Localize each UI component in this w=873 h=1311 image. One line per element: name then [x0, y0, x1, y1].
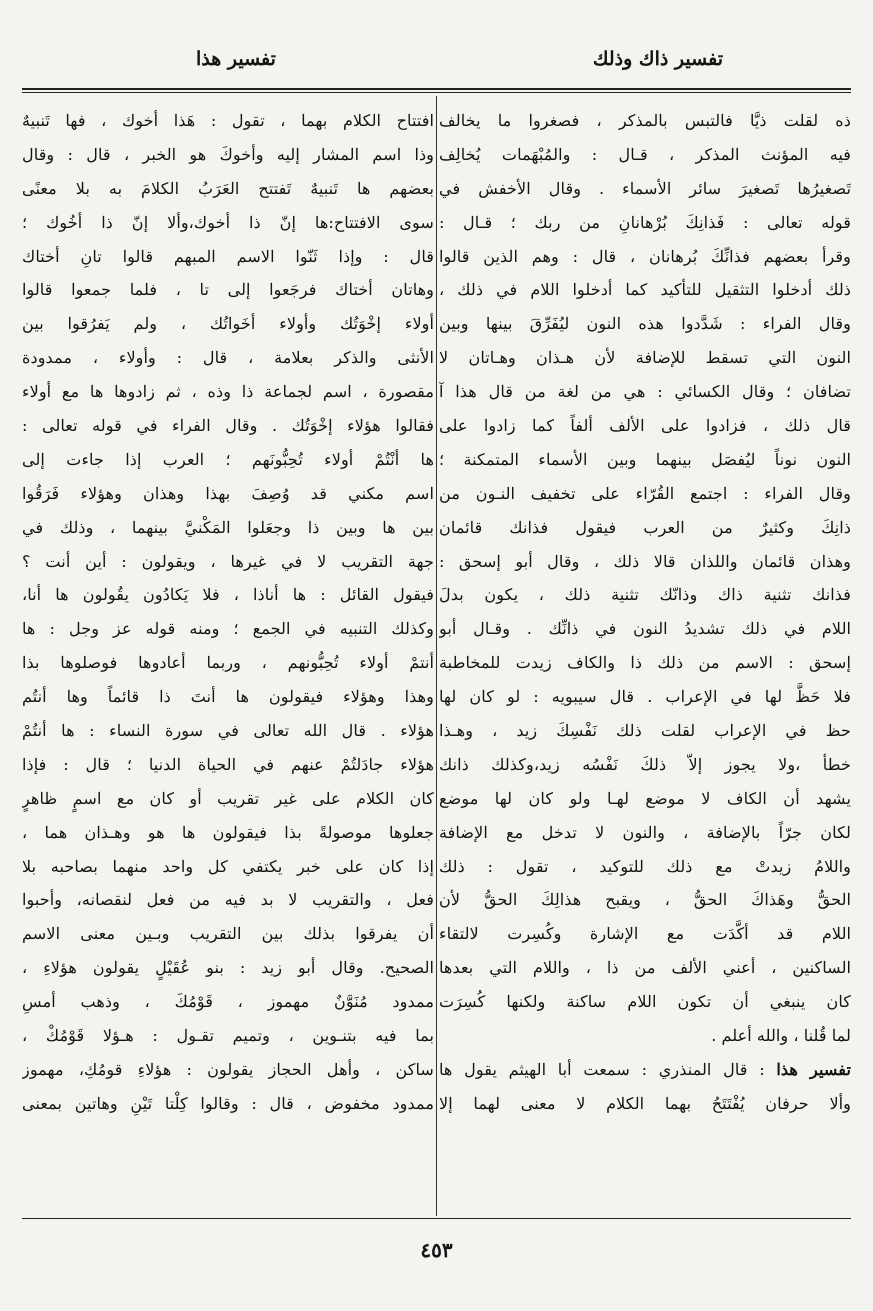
text-line: قال ذلك ، فزادوا على الألف ألفاً كما زادوا على	[439, 416, 851, 436]
header-rule-thin	[22, 92, 851, 93]
running-header-left: تفسير هذا	[196, 48, 276, 70]
text-line: وهذا وهؤلاء فيقولون ها أنتَ ذا قائماً وها أنتُم	[22, 687, 434, 707]
text-line: مقصورة ، اسم لجماعة ذا وذه ، ثم زادوها ها مع أولاء	[22, 382, 434, 402]
column-divider	[436, 96, 437, 1216]
text-line: ممدود مُنَوَّنٌ مهموز ، قَوْمُكَ ، وذهب أمسِ	[22, 992, 434, 1012]
text-line: جعلوها موصولةً بذا فيقولون ها هو وهـذان هما ،	[22, 822, 434, 842]
text-line: فيقول القائل : ها أناذا ، فلا يَكادُون يقُولون ها أنا،	[22, 585, 434, 605]
text-line: وذا اسم المشار إليه وأخوكَ هو الخبر ، قال : وقال	[22, 144, 434, 164]
text-line: النون التي تسقط للإضافة لأن هـذان وهـاتان لا	[439, 348, 851, 368]
text-line: ذلك أدخلوا التثقيل للتأكيد كما أدخلوا اللام في ذلك ،	[439, 280, 851, 300]
text-line: الحقُّ وهَذاكَ الحقُّ ، ويقبح هذالِكَ الحقُّ لأن	[439, 890, 851, 910]
text-line: يشهد أن الكاف لا موضع لهـا ولو كان لها موضع	[439, 788, 851, 808]
text-line: تضافان ؛ وقال الكسائي : هي من لغة من قال هذا آ	[439, 382, 851, 402]
text-line: بعضهم ها تَنبيهٌ تَفتتح العَرَبُ الكلامَ به بلا معنًى	[22, 178, 434, 198]
text-line: الصحيح. وقال أبو زيد : بنو عُقَيْلٍ يقولون هؤلاءِ ،	[22, 958, 434, 978]
section-start-line	[439, 1053, 851, 1087]
text-line: افتتاح الكلام بهما ، تقول : هَذا أخوك ، فها تَنبيهٌ	[22, 111, 434, 130]
text-line: كان الكلام على غير تقريب أو كان مع اسمٍ ظاهرٍ	[22, 788, 434, 808]
text-line: ممدود مخفوض ، قال : وقالوا كِلْتا تَيْنِ وهاتين بمعنى	[22, 1093, 434, 1113]
text-line: فقالوا هؤلاء إخْوَتُك . وقال الفراء في قوله تعالى :	[22, 416, 434, 436]
text-line: أولاء إخْوَتُك وأولاء أخَواتُك ، ولم يَفرُقوا بين	[22, 314, 434, 334]
text-line: اللام في ذلك تشديدُ النون في ذانِّك . وقـال أبو	[439, 619, 851, 639]
text-line: جهة التقريب لا في غيرها ، ويقولون : أين أنت ؟	[22, 551, 434, 571]
text-line: أن يفرقوا بذلك بين التقريب وبـين معنى الاسم	[22, 924, 434, 944]
text-line: واللامُ زيدتْ مع ذلك للتوكيد ، تقول : ذلك	[439, 856, 851, 876]
text-line: فذانك تثنية ذاك وذانّك تثنية ذلك ، يكون بدلَ	[439, 585, 851, 605]
text-line: وهاتان أختاك فرجَعوا إلى تا ، فلما جمعوا قالوا	[22, 280, 434, 300]
text-line: لكان جرّاً بالإضافة ، والنون لا تدخل مع الإضافة	[439, 822, 851, 842]
text-line: قال : وإذا ثَنّوا الاسم المبهم قالوا تانِ أختاك	[22, 246, 434, 266]
text-line: خطأ ،ولا يجوز إلاّ ذلكَ نَفْسُه زيد،وكذلك ذانك	[439, 754, 851, 774]
text-line: فعل ، والتقريب لا بد فيه من فعل لنقصانه، وأحبوا	[22, 890, 434, 910]
text-line: وقال الفراء : شَدَّدوا هذه النون ليُفَرِّقَ بينها وبين	[439, 314, 851, 334]
text-line: إذا كان على خبر يكتفي كل واحد منهما بصاحبه بلا	[22, 856, 434, 876]
text-line: حظ في الإعراب لقلت ذلك نَفْسِكَ زيد ، وهـذا	[439, 721, 851, 741]
text-line: سوى الافتتاح:ها إنّ ذا أخوك،وألا إنّ ذا أخُوك ؛	[22, 212, 434, 232]
text-line: اللام قد أكَّدَت مع الإشارة وكُسِرت لالتقاء	[439, 924, 851, 944]
text-line: أنتمْ أولاء تُحِبُّونهم ، وربما أعادوها فوصلوها بذا	[22, 653, 434, 673]
text-line: وألا حرفان يُفْتَتَحُ بهما الكلام لا معنى لهما إلا	[439, 1093, 851, 1113]
text-line: ذه لقلت ذيَّا فالتبس بالمذكر ، فصغروا ما يخالف	[439, 111, 851, 130]
text-line: قوله تعالى : فَذانِكَ بُرْهانانِ من ربك ؛ قـال :	[439, 212, 851, 232]
text-line: تَصغيرُها تَصغيرَ سائر الأسماء . وقال الأخفش في	[439, 178, 851, 198]
section-heading: تفسير هذا	[776, 1059, 851, 1079]
text-line: الأنثى والذكر بعلامة ، قال : وأولاء ، ممدودة	[22, 348, 434, 368]
text-line: كان ينبغي أن تكون اللام ساكنة ولكنها كُسِرَت	[439, 992, 851, 1012]
text-line: ساكن ، وأهل الحجاز يقولون : هؤلاءِ قومُكِ، مهموز	[22, 1059, 434, 1079]
text-line: الساكنين ، أعني الألف من ذا ، واللام التي بعدها	[439, 958, 851, 978]
text-line: ذانِكَ وكثيرٌ من العرب فيقول فذانك قائمان	[439, 517, 851, 537]
text-line: هؤلاء جادَلتُمْ عنهم في الحياة الدنيا ؛ قال : فإذا	[22, 754, 434, 774]
text-line: لما قُلنا ، والله أعلم .	[711, 1026, 851, 1046]
text-line: وقرأ بعضهم فذانِّكَ بُرهانان ، قال : وهم الذين قالوا	[439, 246, 851, 266]
running-header-right: تفسير ذاك وذلك	[592, 48, 723, 70]
text-line: بين ها وبين ذا وجعَلوا المَكْنيَّ بينهما ، وذلك في	[22, 517, 434, 537]
text-line: النون نوناً ليُفصَل بينهما وبين الأسماء المتمكنة ؛	[439, 449, 851, 469]
text-line: فيه المؤنث المذكر ، قـال : والمُبْهَمات يُخالِف	[439, 144, 851, 164]
text-line: وكذلك التنبيه في الجمع ؛ ومنه قوله عز وجل : ها	[22, 619, 434, 639]
header-rule	[22, 88, 851, 90]
page-number: ٤٥٣	[420, 1238, 453, 1262]
text-line: فلا حَظَّ لها في الإعراب . قال سيبويه : لو كان لها	[439, 687, 851, 707]
section-text: : قال المنذري : سمعت أبا الهيثم يقول ها	[439, 1059, 765, 1079]
footer-rule	[22, 1218, 851, 1219]
left-column	[22, 104, 434, 1121]
text-line: وقال الفراء : اجتمع القُرّاء على تخفيف النـون من	[439, 483, 851, 503]
text-line: وهذان قائمان واللذان قالا ذلك ، وقال أبو إسحق :	[439, 551, 851, 571]
text-line: هؤلاء . قال الله تعالى في سورة النساء : ها أنتُمْ	[22, 721, 434, 741]
text-line: بما فيه بتنـوين ، وتميم تقـول : هـؤلا قَوْمُكْ ،	[22, 1026, 434, 1046]
text-line: ها أنْتُمْ أولاء تُحِبُّونَهم ؛ العرب إذا جاءت إلى	[22, 449, 434, 469]
right-column	[439, 104, 851, 1121]
text-line: إسحق : الاسم من ذلك ذا والكاف زيدت للمخاطبة	[439, 653, 851, 673]
text-line: اسم مكني قد وُصِفَ بهذا وهذان وهؤلاء فَرَقُوا	[22, 483, 434, 503]
